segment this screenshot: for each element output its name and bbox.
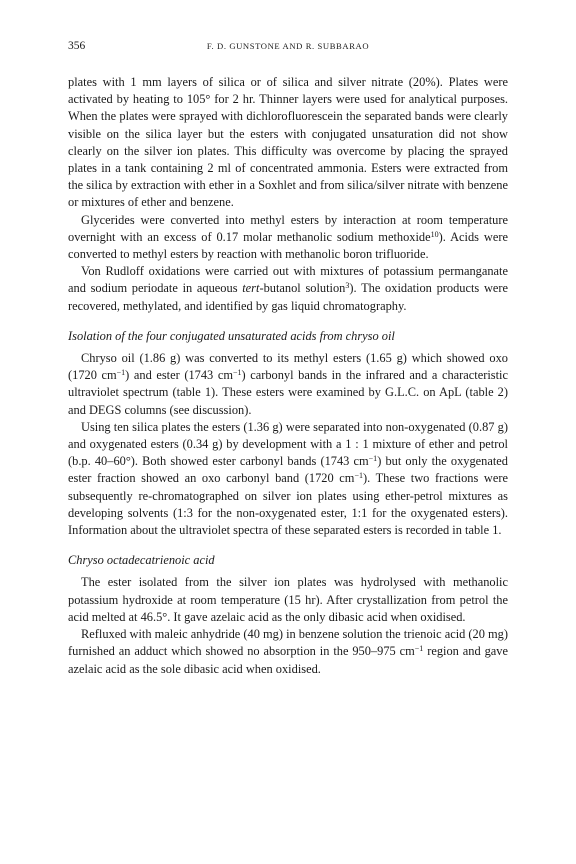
paragraph-text: Glycerides were converted into methyl esters by interaction at room temperature overnight with an excess of 0.17 molar methanolic sodium methoxide [68,212,508,244]
paragraph-ester-hydrolysis: The ester isolated from the silver ion plates was hydrolysed with methanolic potassium hydroxide at room temperature (15 hr). After crystallization from petrol the acid melted at 46.5°. It gave azelaic acid as the only dibasic acid when oxidised. [68,575,508,624]
superscript: −1 [116,368,126,378]
page-number: 356 [68,40,86,52]
paragraph-plates: plates with 1 mm layers of silica or of silica and silver nitrate (20%). Plates were activated by heating to 105° for 2 hr. Thinner layers were used for analytical purposes. When the plates were sprayed with dichlorofluorescein the separated bands were clearly visible on the silica layer but the esters with conjugated unsaturation did not show clearly on the silver ion plates. This difficulty was overcome by placing the sprayed plates in a tank containing 2 ml of concentrated ammonia. Esters were extracted from the silica by extraction with ether in a Soxhlet and from silica/silver nitrate with benzene or mixtures of ether and benzene. [68,75,508,210]
paragraph-text: ). The oxidation products were recovered, methylated, and identified by gas liquid chromatography. [68,281,509,313]
paragraph-text: ). Acids were converted to methyl esters by reaction with methanolic boron trifluoride. [68,229,508,262]
paragraph-text: ). These two fractions were subsequently re-chromatographed on silver ion plates using ether-petrol mixtures as developing solvents (1:3 for the non-oxygenated ester, 1:1 for the oxygenated esters). Information about the ultraviolet spectra of these separated esters is recorded in table 1. [68,471,508,538]
paragraph-text: Chryso oil (1.86 g) was converted to its methyl esters (1.65 g) which showed oxo (1720 cm [68,351,508,383]
paragraph-text: Refluxed with maleic anhydride (40 mg) in benzene solution the trienoic acid (20 mg) furnished an adduct which showed no absorption in the 950–975 cm [68,627,509,659]
paragraph-text: ) and ester (1743 cm [125,368,233,383]
paragraph-text: Von Rudloff oxidations were carried out with mixtures of potassium permanganate and sodium periodate in aqueous [68,264,508,296]
paragraph-oxidations [68,263,508,315]
paragraph-glycerides [68,212,508,264]
paragraph-chryso-oil [68,350,508,419]
section-heading-octadecatrienoic: Chryso octadecatrienoic acid [68,553,215,568]
superscript: −1 [414,644,424,654]
reference-marker: 10 [430,229,439,239]
superscript: −1 [368,454,378,464]
superscript: −1 [354,471,363,481]
header-authors: F. D. GUNSTONE AND R. SUBBARAO [206,41,370,51]
paragraph-text: ) but only the oxygenated ester fraction showed an oxo carbonyl band (1720 cm [68,454,508,486]
paragraph-silica-plates [68,419,508,539]
reference-marker: 3 [345,281,350,291]
paragraph-text: -butanol solution [259,281,346,296]
paragraph-text: Using ten silica plates the esters (1.36 g) were separated into non-oxygenated (0.87 g) and oxygenated esters (0.34 g) by development with a 1 : 1 mixture of ether and petrol (b.p. 40–60°). Both showed ester carbonyl bands (1743 cm [68,419,508,469]
journal-page [68,40,508,678]
italic-term: tert [242,281,260,296]
section-heading-isolation: Isolation of the four conjugated unsaturated acids from chryso oil [68,328,395,343]
superscript: −1 [232,368,242,378]
paragraph-text: ) carbonyl bands in the infrared and a characteristic ultraviolet spectrum (table 1). These esters were examined by G.L.C. on ApL (table 2) and DEGS columns (see discussion). [68,368,508,417]
running-head [68,40,508,56]
paragraph-text: region and gave azelaic acid as the sole dibasic acid when oxidised. [68,644,508,676]
paragraph-maleic-anhydride [68,626,508,678]
